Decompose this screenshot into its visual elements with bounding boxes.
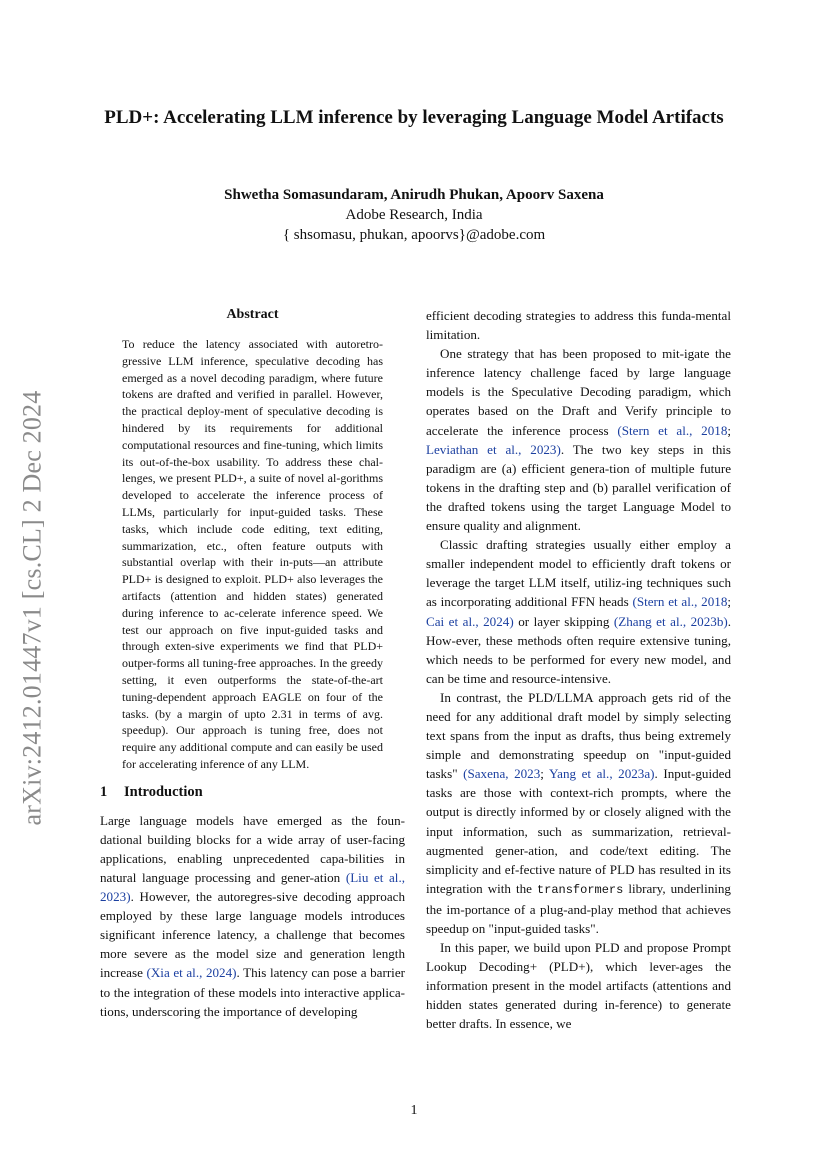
paragraph-text: . The two key steps in this paradigm are (a) efficient genera-tion of multiple future tokens in the drafting step and (b) parallel verification of the drafted tokens using the target Language Model to ensure quality and alignment. xyxy=(426,441,732,534)
citation-link[interactable]: Yang et al., 2023a) xyxy=(549,766,655,782)
intro-paragraph-1 xyxy=(100,811,405,1021)
citation-link[interactable]: (Zhang et al., 2023b) xyxy=(613,613,728,629)
citation-link[interactable]: Cai et al., 2024) xyxy=(426,613,514,629)
paragraph-text: Large language models have emerged as the foun-dational building blocks for a wide array of user-facing applications, enabling unprecedented capa-bilities in natural language processing and gener-ation xyxy=(100,812,405,885)
citation-separator: ; xyxy=(727,594,732,610)
citation-separator: ; xyxy=(540,766,549,782)
paragraph-text: . This latency can pose a barrier to the integration of these models into interactive applica-tions, underscoring the importance of developing xyxy=(100,965,405,1019)
pld-llma-paragraph xyxy=(426,688,731,938)
citation-link[interactable]: (Liu et al., 2023) xyxy=(100,870,405,905)
abstract-text: To reduce the latency associated with autoretro-gressive LLM inference, speculative decoding has emerged as a novel decoding paradigm, where future tokens are drafted and verified in parallel. However, the practical deploy-ment of speculative decoding is hindered by its requirements for additional computational resources and fine-tuning, which limits its out-of-the-box usability. To address these chal-lenges, we present PLD+, a suite of novel al-gorithms developed to accelerate the inference process of LLMs, particularly for input-guided tasks. These tasks, which include code editing, text editing, summarization, etc., often feature outputs with substantial overlap with their in-puts—an attribute PLD+ is designed to exploit. PLD+ also leverages the artifacts (attention and hidden states) generated during inference to ac-celerate inference speed. We test our approach on five input-guided tasks and through exten-sive experiments we find that PLD+ outper-forms all tuning-free approaches. In the greedy setting, it even outperforms the state-of-the-art tuning-dependent approach EAGLE on four of the tasks. (by a margin of upto 2.31 in terms of avg. speedup). Our approach is tuning free, does not require any additional compute and can easily be used for accelerating inference of any LLM. xyxy=(122,337,383,771)
section-title: Introduction xyxy=(124,783,203,800)
paragraph-text: . Input-guided tasks are those with context-rich prompts, where the output is directly informed by or closely aligned with the input information, such as summarization, retrieval-augmented gener-ation, and code/text editing. The simplicity and ef-fective nature of PLD has resulted in its integration with the xyxy=(426,766,731,896)
contribution-paragraph: In this paper, we build upon PLD and propose Prompt Lookup Decoding+ (PLD+), which lever-ages the information present in the model artifacts (attentions and hidden states generated during in-ference) to generate better drafts. In essence, we xyxy=(426,940,731,1032)
author-block xyxy=(100,185,728,245)
citation-link[interactable]: (Stern et al., 2018 xyxy=(617,422,728,438)
affiliation: Adobe Research, India xyxy=(345,207,483,223)
right-column xyxy=(426,306,731,1034)
paragraph-text: or layer skipping xyxy=(513,613,614,629)
citation-separator: ; xyxy=(727,422,732,438)
author-emails: { shsomasu, phukan, apoorvs}@adobe.com xyxy=(282,227,546,243)
paragraph-text: Classic drafting strategies usually either employ a smaller independent model to efficiently draft tokens or leverage the target LLM itself, utiliz-ing techniques such as incorporating additional FFN heads xyxy=(426,537,731,610)
paragraph-text: library, underlining the im-portance of a plug-and-play method that achieves speedup on "input-guided tasks". xyxy=(426,880,731,936)
section-number: 1 xyxy=(100,783,108,800)
left-column xyxy=(100,306,405,1021)
code-library-name: transformers xyxy=(536,882,624,897)
citation-link[interactable]: (Xia et al., 2024) xyxy=(146,965,237,981)
paper-title: PLD+: Accelerating LLM inference by leveraging Language Model Artifacts xyxy=(104,107,724,128)
paragraph-text: One strategy that has been proposed to mit-igate the inference latency challenge faced by large language models is the Speculative Decoding paradigm, which operates based on the Draft and Verify principle to accelerate the inference process xyxy=(426,346,731,438)
drafting-strategies-paragraph xyxy=(426,535,731,688)
arxiv-identifier-stamp xyxy=(6,370,58,845)
citation-link[interactable]: (Stern et al., 2018 xyxy=(632,594,728,610)
paragraph-text: In contrast, the PLD/LLMA approach gets rid of the need for any additional draft model by simply selecting text spans from the input as drafts, thus being extremely simple and demonstrating speedup on "input-guided tasks" xyxy=(426,689,731,782)
speculative-decoding-paragraph xyxy=(426,344,731,535)
arxiv-id-text: arXiv:2412.01447v1 [cs.CL] 2 Dec 2024 xyxy=(17,390,47,825)
author-names: Shwetha Somasundaram, Anirudh Phukan, Apoorv Saxena xyxy=(224,187,604,203)
continued-paragraph: efficient decoding strategies to address this funda-mental limitation. xyxy=(426,308,731,343)
citation-link[interactable]: Leviathan et al., 2023) xyxy=(426,441,561,457)
paragraph-text: . How-ever, these methods often require extensive tuning, which needs to be performed for every new model, and can be time and resource-intensive. xyxy=(426,613,732,686)
citation-link[interactable]: (Saxena, 2023 xyxy=(463,766,541,782)
section-heading-introduction xyxy=(100,783,405,801)
abstract-heading: Abstract xyxy=(226,307,279,322)
paragraph-text: . However, the autoregres-sive decoding approach employed by these large language models introduces significant inference latency, a challenge that becomes more severe as the model size and generation length increase xyxy=(100,889,405,981)
page-number: 1 xyxy=(410,1103,418,1118)
